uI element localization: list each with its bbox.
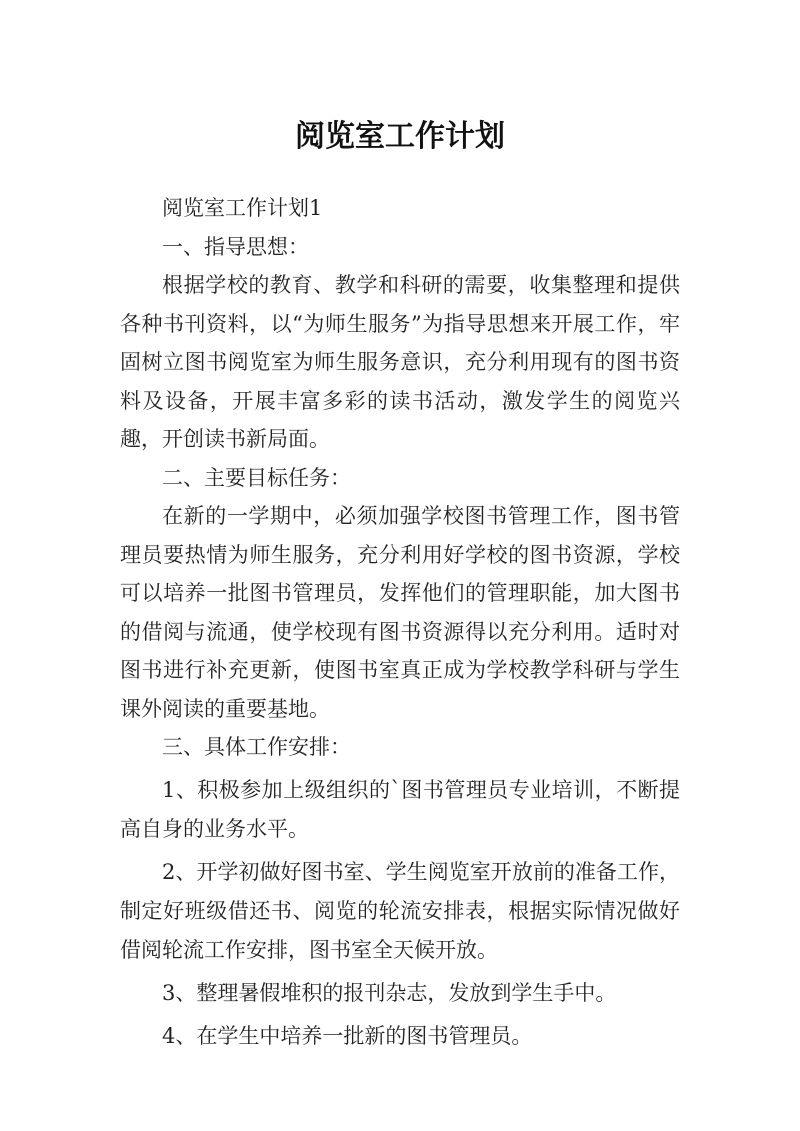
page-title: 阅览室工作计划: [295, 119, 505, 155]
section-heading-work-arrangements: 三、具体工作安排：: [162, 735, 351, 759]
list-item-librarians: 4、在学生中培养一批新的图书管理员。: [162, 1023, 533, 1048]
section-heading-main-goals: 二、主要目标任务：: [162, 465, 351, 490]
list-item-preparation: 2、开学初做好图书室、学生阅览室开放前的准备工作，制定好班级借还书、阅览的轮流安排表，根据实际情况做好借阅轮流工作安排，图书室全天候开放。: [120, 859, 680, 962]
section-heading-guiding-ideology: 一、指导思想：: [162, 234, 309, 259]
list-item-training: 1、积极参加上级组织的`图书管理员专业培训，不断提高自身的业务水平。: [120, 777, 680, 841]
list-item-periodicals: 3、整理暑假堆积的报刊杂志，发放到学生手中。: [162, 980, 617, 1005]
section-heading-plan-1: 阅览室工作计划1: [162, 196, 323, 220]
paragraph-main-goals: 在新的一学期中，必须加强学校图书管理工作，图书管理员要热情为师生服务，充分利用好学校的图书资源，学校可以培养一批图书管理员，发挥他们的管理职能，加大图书的借阅与流通，使学校现有图书资源得以充分利用。适时对图书进行补充更新，使图书室真正成为学校教学科研与学生课外阅读的重要基地。: [120, 504, 680, 721]
document-body: [120, 189, 680, 1056]
paragraph-guiding-ideology: 根据学校的教育、教学和科研的需要，收集整理和提供各种书刊资料，以“为师生服务”为指导思想来开展工作，牢固树立图书阅览室为师生服务意识，充分利用现有的图书资料及设备，开展丰富多彩的读书活动，激发学生的阅览兴趣，开创读书新局面。: [120, 273, 680, 451]
